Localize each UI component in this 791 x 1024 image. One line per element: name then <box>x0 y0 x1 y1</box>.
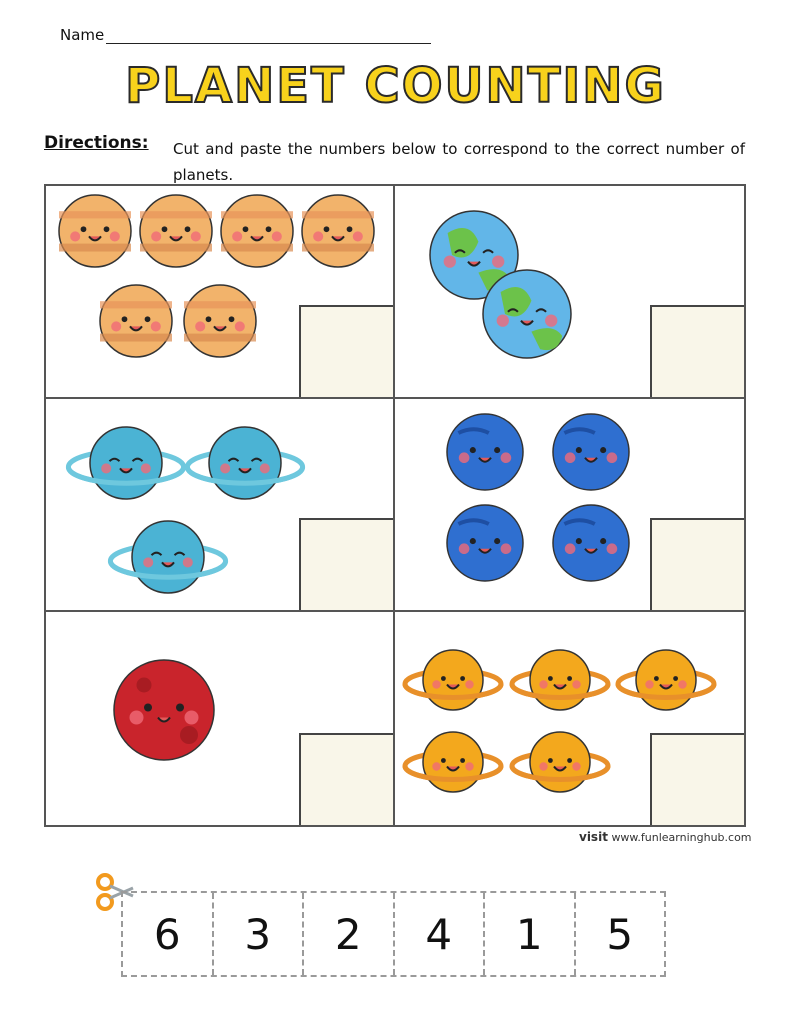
number-card[interactable]: 5 <box>606 909 634 959</box>
cell-jupiter <box>46 186 395 399</box>
saturn-planet <box>405 732 501 792</box>
answer-box[interactable] <box>650 518 744 610</box>
jupiter-planet <box>302 195 374 267</box>
uranus-planet <box>110 521 225 593</box>
page-title: PLANET COUNTING <box>125 58 666 114</box>
neptune-planet <box>553 505 629 581</box>
neptune-planet <box>553 414 629 490</box>
directions-text: Cut and paste the numbers below to correspond to the correct number of planets. <box>173 140 745 184</box>
name-label: Name <box>60 26 105 44</box>
earth-planet <box>483 270 571 358</box>
name-row <box>60 26 431 44</box>
name-field[interactable] <box>106 29 431 44</box>
neptune-planet <box>447 505 523 581</box>
jupiter-planet <box>140 195 212 267</box>
planet-grid <box>44 184 746 827</box>
saturn-planet <box>405 650 501 710</box>
number-card[interactable]: 2 <box>304 893 395 975</box>
saturn-planet <box>512 732 608 792</box>
credit-url: www.funlearninghub.com <box>611 831 752 844</box>
saturn-planet <box>512 650 608 710</box>
jupiter-planet <box>100 285 172 357</box>
jupiter-planet <box>221 195 293 267</box>
jupiter-planet <box>184 285 256 357</box>
saturn-planet <box>618 650 714 710</box>
mars-planet <box>114 660 214 760</box>
jupiter-planet <box>59 195 131 267</box>
directions-label: Directions: <box>44 133 149 153</box>
answer-box[interactable] <box>299 733 393 825</box>
cell-neptune <box>395 399 744 612</box>
credit-visit: visit <box>579 830 608 844</box>
answer-box[interactable] <box>299 518 393 610</box>
answer-box[interactable] <box>299 305 393 397</box>
cell-saturn <box>395 612 744 825</box>
number-card[interactable]: 3 <box>214 893 305 975</box>
cut-strip <box>121 891 666 977</box>
answer-box[interactable] <box>650 733 744 825</box>
uranus-planet <box>68 427 183 499</box>
number-card[interactable]: 4 <box>395 893 486 975</box>
cell-uranus <box>46 399 395 612</box>
neptune-planet <box>447 414 523 490</box>
number-card[interactable]: 1 <box>485 893 576 975</box>
cell-earth <box>395 186 744 399</box>
uranus-planet <box>187 427 302 499</box>
cell-mars <box>46 612 395 825</box>
number-card[interactable]: 6 <box>123 893 214 975</box>
answer-box[interactable] <box>650 305 744 397</box>
site-credit <box>579 830 752 844</box>
